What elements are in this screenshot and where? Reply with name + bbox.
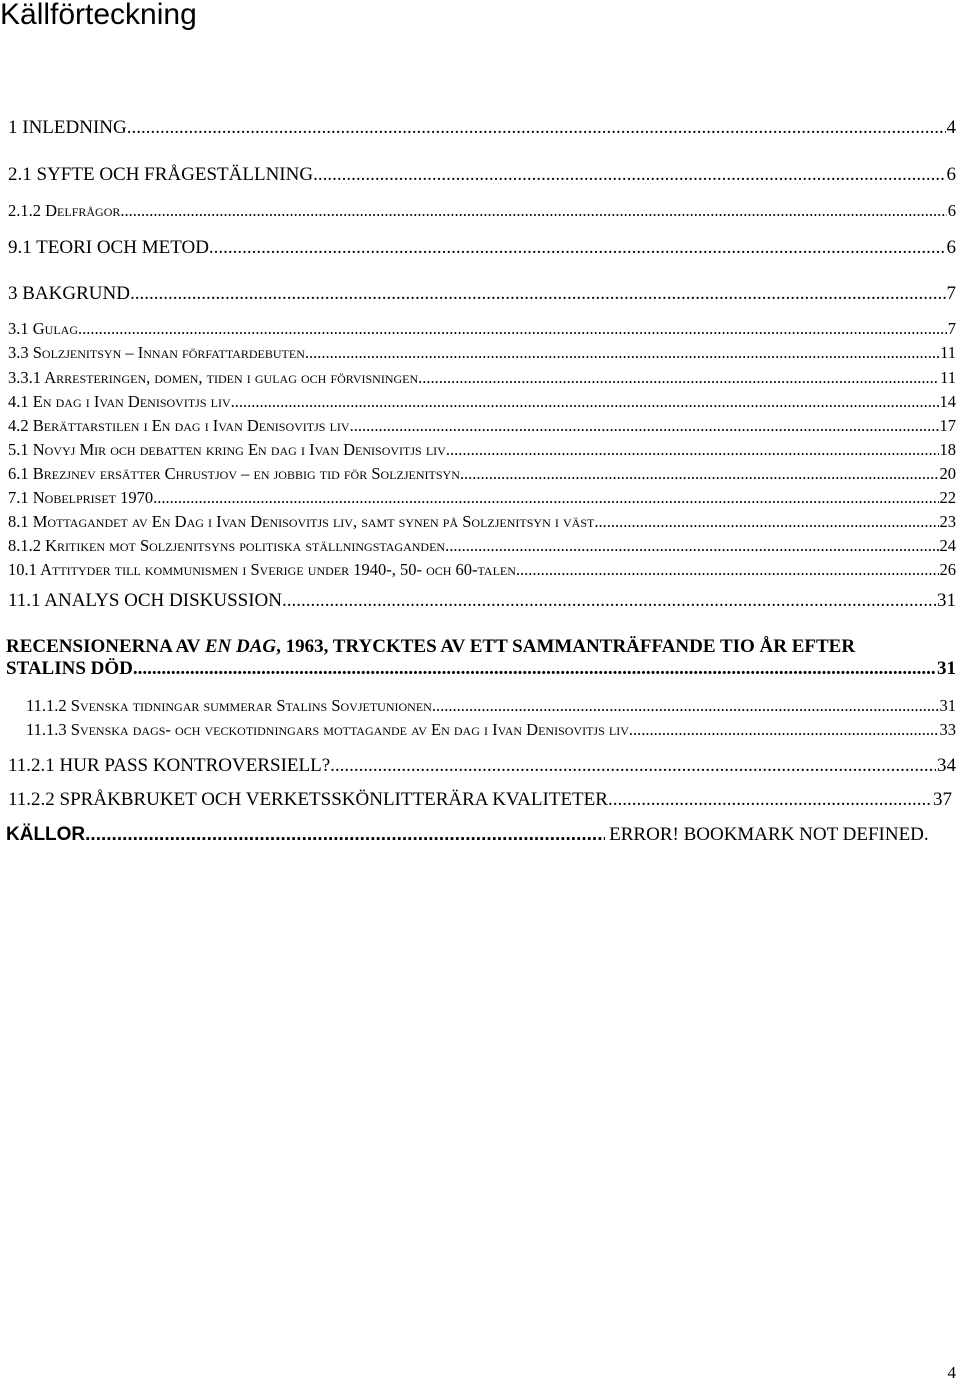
- toc-entry-page: 6: [947, 201, 956, 220]
- dot-leader: [313, 164, 945, 186]
- toc-entry[interactable]: [6, 824, 956, 846]
- toc-entry-label: 11.1.2 Svenska tidningar summerar Stalins Sovjetunionen: [26, 696, 432, 715]
- dot-leader: [305, 343, 939, 363]
- dot-leader: [446, 440, 939, 460]
- toc-entry-label: 3.3.1 Arresteringen, domen, tiden i gulag och förvisningen: [8, 368, 419, 387]
- toc-entry[interactable]: [8, 560, 956, 580]
- toc-entry-label-part: , 1963, TRYCKTES AV ETT SAMMANTRÄFFANDE TIO ÅR EFTER: [276, 636, 856, 657]
- toc-entry-label-part: RECENSIONERNA AV: [6, 636, 205, 657]
- toc-entry[interactable]: [8, 283, 956, 305]
- toc-entry-page: 22: [939, 488, 956, 507]
- toc-entry-line2: [6, 658, 956, 680]
- dot-leader: [282, 590, 936, 612]
- dot-leader: [516, 560, 939, 580]
- toc-entry-label-line1: [6, 636, 956, 658]
- toc-entry-page: 31: [939, 696, 956, 715]
- toc-entry-label: 11.2.1 HUR PASS KONTROVERSIELL?: [8, 755, 331, 776]
- toc-entry[interactable]: [8, 488, 956, 508]
- toc-entry-label: 11.2.2 SPRÅKBRUKET OCH VERKETSSKÖNLITTERÄRA KVALITETER: [8, 789, 608, 810]
- toc-entry-label: 3.3 Solzjenitsyn – Innan författardebuten: [8, 343, 305, 362]
- dot-leader: [594, 512, 938, 532]
- toc-entry-page: ERROR! BOOKMARK NOT DEFINED.: [609, 824, 929, 845]
- toc-entry-page: 4: [946, 117, 956, 138]
- toc-entry[interactable]: [8, 789, 952, 811]
- dot-leader: [445, 536, 938, 556]
- toc-entry[interactable]: [8, 440, 956, 460]
- toc-entry-label: 2.1.2 Delfrågor: [8, 201, 121, 220]
- toc-entry-label: 4.2 Berättarstilen i En dag i Ivan Denisovitjs liv: [8, 416, 350, 435]
- toc-entry-label: 8.1.2 Kritiken mot Solzjenitsyns politiska ställningstaganden: [8, 536, 446, 555]
- toc-entry-page: 6: [946, 164, 956, 185]
- toc-entry-page: 6: [946, 237, 956, 258]
- page-title: Källförteckning: [0, 0, 197, 31]
- toc-entry-page: 24: [939, 536, 956, 555]
- dot-leader: [231, 392, 939, 412]
- dot-leader: [460, 464, 939, 484]
- toc-entry[interactable]: [8, 368, 956, 388]
- toc-entry[interactable]: [8, 237, 956, 259]
- toc-entry-page: 26: [939, 560, 956, 579]
- toc-entry[interactable]: [8, 536, 956, 556]
- toc-entry-label: 11.1.3 Svenska dags- och veckotidningars mottagande av En dag i Ivan Denisovitjs liv: [26, 720, 629, 739]
- dot-leader: [350, 416, 939, 436]
- dot-leader: [209, 237, 946, 259]
- toc-entry-page: 14: [939, 392, 956, 411]
- toc-entry-label: STALINS DÖD: [6, 658, 133, 679]
- toc-entry-label: 11.1 ANALYS OCH DISKUSSION: [8, 590, 282, 611]
- toc-entry-label: KÄLLOR: [6, 824, 86, 845]
- toc-entry-page: 18: [939, 440, 956, 459]
- toc-entry-label: 10.1 Attityder till kommunismen i Sverige under 1940-, 50- och 60-talen: [8, 560, 516, 579]
- toc-entry[interactable]: [8, 512, 956, 532]
- toc-entry-multiline[interactable]: [6, 636, 956, 680]
- toc-entry-page: 7: [947, 319, 956, 338]
- toc-entry-label: 9.1 TEORI OCH METOD: [8, 237, 209, 258]
- toc-entry[interactable]: [8, 319, 956, 339]
- page-number: 4: [947, 1363, 956, 1382]
- toc-entry-label: 2.1 SYFTE OCH FRÅGESTÄLLNING: [8, 164, 314, 185]
- toc-entry-label: 3 BAKGRUND: [8, 283, 130, 304]
- toc-entry-label-italic: EN DAG: [204, 636, 277, 657]
- dot-leader: [153, 488, 938, 508]
- toc-entry-page: 31: [937, 590, 956, 611]
- toc-entry[interactable]: [8, 392, 956, 412]
- dot-leader: [130, 283, 946, 305]
- toc-entry-page: 17: [939, 416, 956, 435]
- dot-leader: [133, 658, 936, 680]
- toc-entry-page: 34: [937, 755, 956, 776]
- toc-entry-label: 7.1 Nobelpriset 1970: [8, 488, 154, 507]
- dot-leader: [330, 755, 936, 777]
- toc-entry-page: 37: [933, 789, 952, 810]
- toc-entry-label: 6.1 Brezjnev ersätter Chrustjov – en jobbig tid för Solzjenitsyn: [8, 464, 460, 483]
- dot-leader: [629, 720, 939, 740]
- dot-leader: [418, 368, 939, 388]
- toc-entry-page: 20: [939, 464, 956, 483]
- toc-entry-page: 7: [946, 283, 956, 304]
- dot-leader: [78, 319, 947, 339]
- toc-entry[interactable]: [26, 720, 956, 740]
- dot-leader: [127, 117, 946, 139]
- toc-entry-page: 23: [939, 512, 956, 531]
- toc-entry[interactable]: [8, 590, 956, 612]
- toc-entry-label: 1 INLEDNING: [8, 117, 127, 138]
- toc-entry-label: 4.1 En dag i Ivan Denisovitjs liv: [8, 392, 231, 411]
- toc-entry-page: 31: [937, 658, 956, 679]
- toc-entry-label: 3.1 Gulag: [8, 319, 78, 338]
- toc-entry-label: 5.1 Novyj Mir och debatten kring En dag i Ivan Denisovitjs liv: [8, 440, 446, 459]
- toc-entry[interactable]: [8, 464, 956, 484]
- toc-entry[interactable]: [8, 755, 956, 777]
- dot-leader: [432, 696, 939, 716]
- toc-entry[interactable]: [8, 201, 956, 221]
- toc-entry-page: 33: [939, 720, 956, 739]
- toc-entry-page: 11: [940, 343, 956, 362]
- toc-entry[interactable]: [8, 343, 956, 363]
- toc-entry[interactable]: [8, 416, 956, 436]
- toc-entry[interactable]: [26, 696, 956, 716]
- toc-entry[interactable]: [8, 164, 956, 186]
- toc-entry-label: 8.1 Mottagandet av En Dag i Ivan Denisovitjs liv, samt synen på Solzjenitsyn i väst: [8, 512, 595, 531]
- toc-entry-page: 11: [940, 368, 956, 387]
- dot-leader: [85, 824, 605, 846]
- toc-entry[interactable]: [8, 117, 956, 139]
- dot-leader: [608, 789, 932, 811]
- dot-leader: [120, 201, 946, 221]
